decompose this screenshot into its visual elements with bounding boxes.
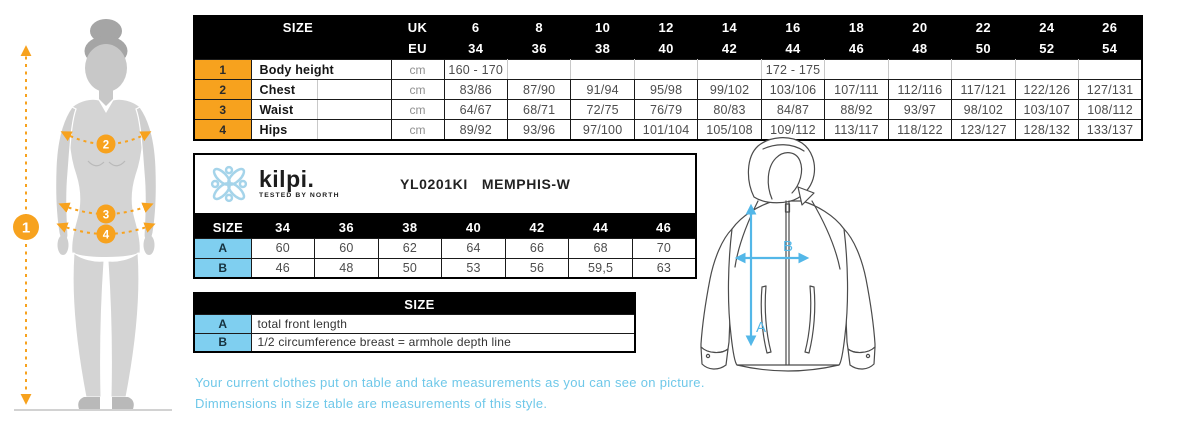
measurement-a-value: 60 xyxy=(315,239,379,259)
body-height-value: 160 - 170 xyxy=(444,60,507,80)
svg-text:4: 4 xyxy=(102,229,110,242)
body-measurements-table xyxy=(193,15,1143,141)
eu-size-header: 46 xyxy=(825,38,888,60)
measurement-a-value: 66 xyxy=(505,239,569,259)
size-header-label: SIZE xyxy=(194,293,635,315)
uk-label: UK xyxy=(391,16,444,38)
row-unit: cm xyxy=(391,120,444,141)
hips-value: 109/112 xyxy=(761,120,824,141)
garment-row-a xyxy=(194,239,696,259)
row-number: 4 xyxy=(194,120,251,141)
measurement-a-value: 60 xyxy=(251,239,315,259)
garment-size-header-row xyxy=(194,216,696,239)
chest-value: 95/98 xyxy=(634,80,697,100)
eu-size-header: 50 xyxy=(952,38,1015,60)
chest-value: 91/94 xyxy=(571,80,634,100)
eu-label: EU xyxy=(391,38,444,60)
body-height-value xyxy=(952,60,1015,80)
body-height-value xyxy=(888,60,951,80)
row-body-height xyxy=(194,60,1142,80)
garment-row-b xyxy=(194,258,696,278)
row-unit: cm xyxy=(391,60,444,80)
waist-value: 72/75 xyxy=(571,100,634,120)
uk-size-header: 16 xyxy=(761,16,824,38)
row-label-spacer xyxy=(317,120,391,141)
chest-value: 127/131 xyxy=(1079,80,1142,100)
measure-key-b: B xyxy=(194,258,251,278)
row-label-spacer xyxy=(317,100,391,120)
row-number: 3 xyxy=(194,100,251,120)
measurement-a-value: 68 xyxy=(569,239,633,259)
eu-size-header: 40 xyxy=(634,38,697,60)
measure-description-b: 1/2 circumference breast = armhole depth line xyxy=(251,333,635,352)
body-height-value xyxy=(507,60,570,80)
legend-header-row xyxy=(194,293,635,315)
body-height-value xyxy=(1079,60,1142,80)
size-col-header: 44 xyxy=(569,216,633,239)
uk-size-header: 14 xyxy=(698,16,761,38)
uk-size-header: 12 xyxy=(634,16,697,38)
measurement-legend-table xyxy=(193,292,636,353)
measurement-b-value: 56 xyxy=(505,258,569,278)
chest-value: 99/102 xyxy=(698,80,761,100)
body-height-value xyxy=(1015,60,1078,80)
legend-row-b xyxy=(194,333,635,352)
label-a: A xyxy=(756,319,767,336)
uk-size-header: 6 xyxy=(444,16,507,38)
size-header-label: SIZE xyxy=(194,16,391,60)
label-b: B xyxy=(783,238,794,255)
hips-value: 89/92 xyxy=(444,120,507,141)
size-col-header: 36 xyxy=(315,216,379,239)
size-col-header: 34 xyxy=(251,216,315,239)
hips-value: 97/100 xyxy=(571,120,634,141)
hips-value: 113/117 xyxy=(825,120,888,141)
chest-value: 87/90 xyxy=(507,80,570,100)
row-hips xyxy=(194,120,1142,141)
row-chest xyxy=(194,80,1142,100)
waist-value: 64/67 xyxy=(444,100,507,120)
brand-name: kilpi. xyxy=(259,166,315,193)
size-col-header: 38 xyxy=(378,216,442,239)
measure-description-a: total front length xyxy=(251,315,635,334)
size-col-header: 46 xyxy=(632,216,696,239)
row-label: Hips xyxy=(251,120,317,141)
waist-value: 93/97 xyxy=(888,100,951,120)
measurement-a-value: 62 xyxy=(378,239,442,259)
chest-value: 83/86 xyxy=(444,80,507,100)
jacket-measurement-figure xyxy=(688,137,888,372)
size-col-header: 40 xyxy=(442,216,506,239)
hips-value: 118/122 xyxy=(888,120,951,141)
measure-key-a: A xyxy=(194,315,251,334)
body-height-value: 172 - 175 xyxy=(761,60,824,80)
measurement-b-value: 50 xyxy=(378,258,442,278)
uk-size-header: 10 xyxy=(571,16,634,38)
eu-size-header: 42 xyxy=(698,38,761,60)
svg-text:1: 1 xyxy=(21,219,31,237)
hips-value: 128/132 xyxy=(1015,120,1078,141)
waist-value: 108/112 xyxy=(1079,100,1142,120)
measurement-a-value: 70 xyxy=(632,239,696,259)
chest-value: 103/106 xyxy=(761,80,824,100)
uk-size-header: 20 xyxy=(888,16,951,38)
waist-value: 68/71 xyxy=(507,100,570,120)
legend-row-a xyxy=(194,315,635,334)
woman-measurement-figure xyxy=(0,5,190,417)
waist-value: 84/87 xyxy=(761,100,824,120)
eu-size-header: 54 xyxy=(1079,38,1142,60)
garment-size-table xyxy=(193,215,697,279)
measurement-b-value: 63 xyxy=(632,258,696,278)
waist-value: 88/92 xyxy=(825,100,888,120)
hips-value: 123/127 xyxy=(952,120,1015,141)
row-label-spacer xyxy=(317,80,391,100)
eu-size-header: 38 xyxy=(571,38,634,60)
row-number: 2 xyxy=(194,80,251,100)
uk-size-header: 22 xyxy=(952,16,1015,38)
row-unit: cm xyxy=(391,100,444,120)
brand-product-box xyxy=(193,153,697,215)
hips-value: 133/137 xyxy=(1079,120,1142,141)
eu-size-header: 34 xyxy=(444,38,507,60)
body-height-value xyxy=(571,60,634,80)
chest-value: 107/111 xyxy=(825,80,888,100)
measurement-note xyxy=(195,372,815,414)
body-height-value xyxy=(698,60,761,80)
row-label: Body height xyxy=(251,60,391,80)
svg-text:3: 3 xyxy=(102,209,110,222)
brand-tagline: TESTED BY NORTH xyxy=(259,192,340,200)
note-line-1: Your current clothes put on table and take measurements as you can see on picture. xyxy=(195,375,705,390)
product-name: MEMPHIS-W xyxy=(481,176,571,192)
eu-size-header: 36 xyxy=(507,38,570,60)
brand-logo xyxy=(195,161,340,207)
chest-value: 122/126 xyxy=(1015,80,1078,100)
kilpi-logo-icon xyxy=(206,161,252,207)
uk-size-header: 24 xyxy=(1015,16,1078,38)
note-line-2: Dimmensions in size table are measurements of this style. xyxy=(195,396,548,411)
waist-value: 76/79 xyxy=(634,100,697,120)
product-code xyxy=(400,176,584,192)
uk-size-header: 26 xyxy=(1079,16,1142,38)
waist-value: 98/102 xyxy=(952,100,1015,120)
row-number: 1 xyxy=(194,60,251,80)
row-waist xyxy=(194,100,1142,120)
measurement-b-value: 53 xyxy=(442,258,506,278)
uk-header-row xyxy=(194,16,1142,38)
row-label: Waist xyxy=(251,100,317,120)
size-header-label: SIZE xyxy=(194,216,251,239)
hips-value: 101/104 xyxy=(634,120,697,141)
uk-size-header: 18 xyxy=(825,16,888,38)
measure-key-a: A xyxy=(194,239,251,259)
chest-value: 117/121 xyxy=(952,80,1015,100)
uk-size-header: 8 xyxy=(507,16,570,38)
measurement-a-value: 64 xyxy=(442,239,506,259)
chest-value: 112/116 xyxy=(888,80,951,100)
row-label: Chest xyxy=(251,80,317,100)
measurement-b-value: 48 xyxy=(315,258,379,278)
body-height-value xyxy=(825,60,888,80)
row-unit: cm xyxy=(391,80,444,100)
measurement-b-value: 46 xyxy=(251,258,315,278)
measure-key-b: B xyxy=(194,333,251,352)
eu-size-header: 44 xyxy=(761,38,824,60)
size-col-header: 42 xyxy=(505,216,569,239)
hips-value: 93/96 xyxy=(507,120,570,141)
measurement-b-value: 59,5 xyxy=(569,258,633,278)
waist-value: 103/107 xyxy=(1015,100,1078,120)
body-height-value xyxy=(634,60,697,80)
hips-value: 105/108 xyxy=(698,120,761,141)
svg-text:2: 2 xyxy=(102,139,110,152)
eu-size-header: 52 xyxy=(1015,38,1078,60)
eu-size-header: 48 xyxy=(888,38,951,60)
product-code-id: YL0201KI xyxy=(400,176,468,192)
waist-value: 80/83 xyxy=(698,100,761,120)
